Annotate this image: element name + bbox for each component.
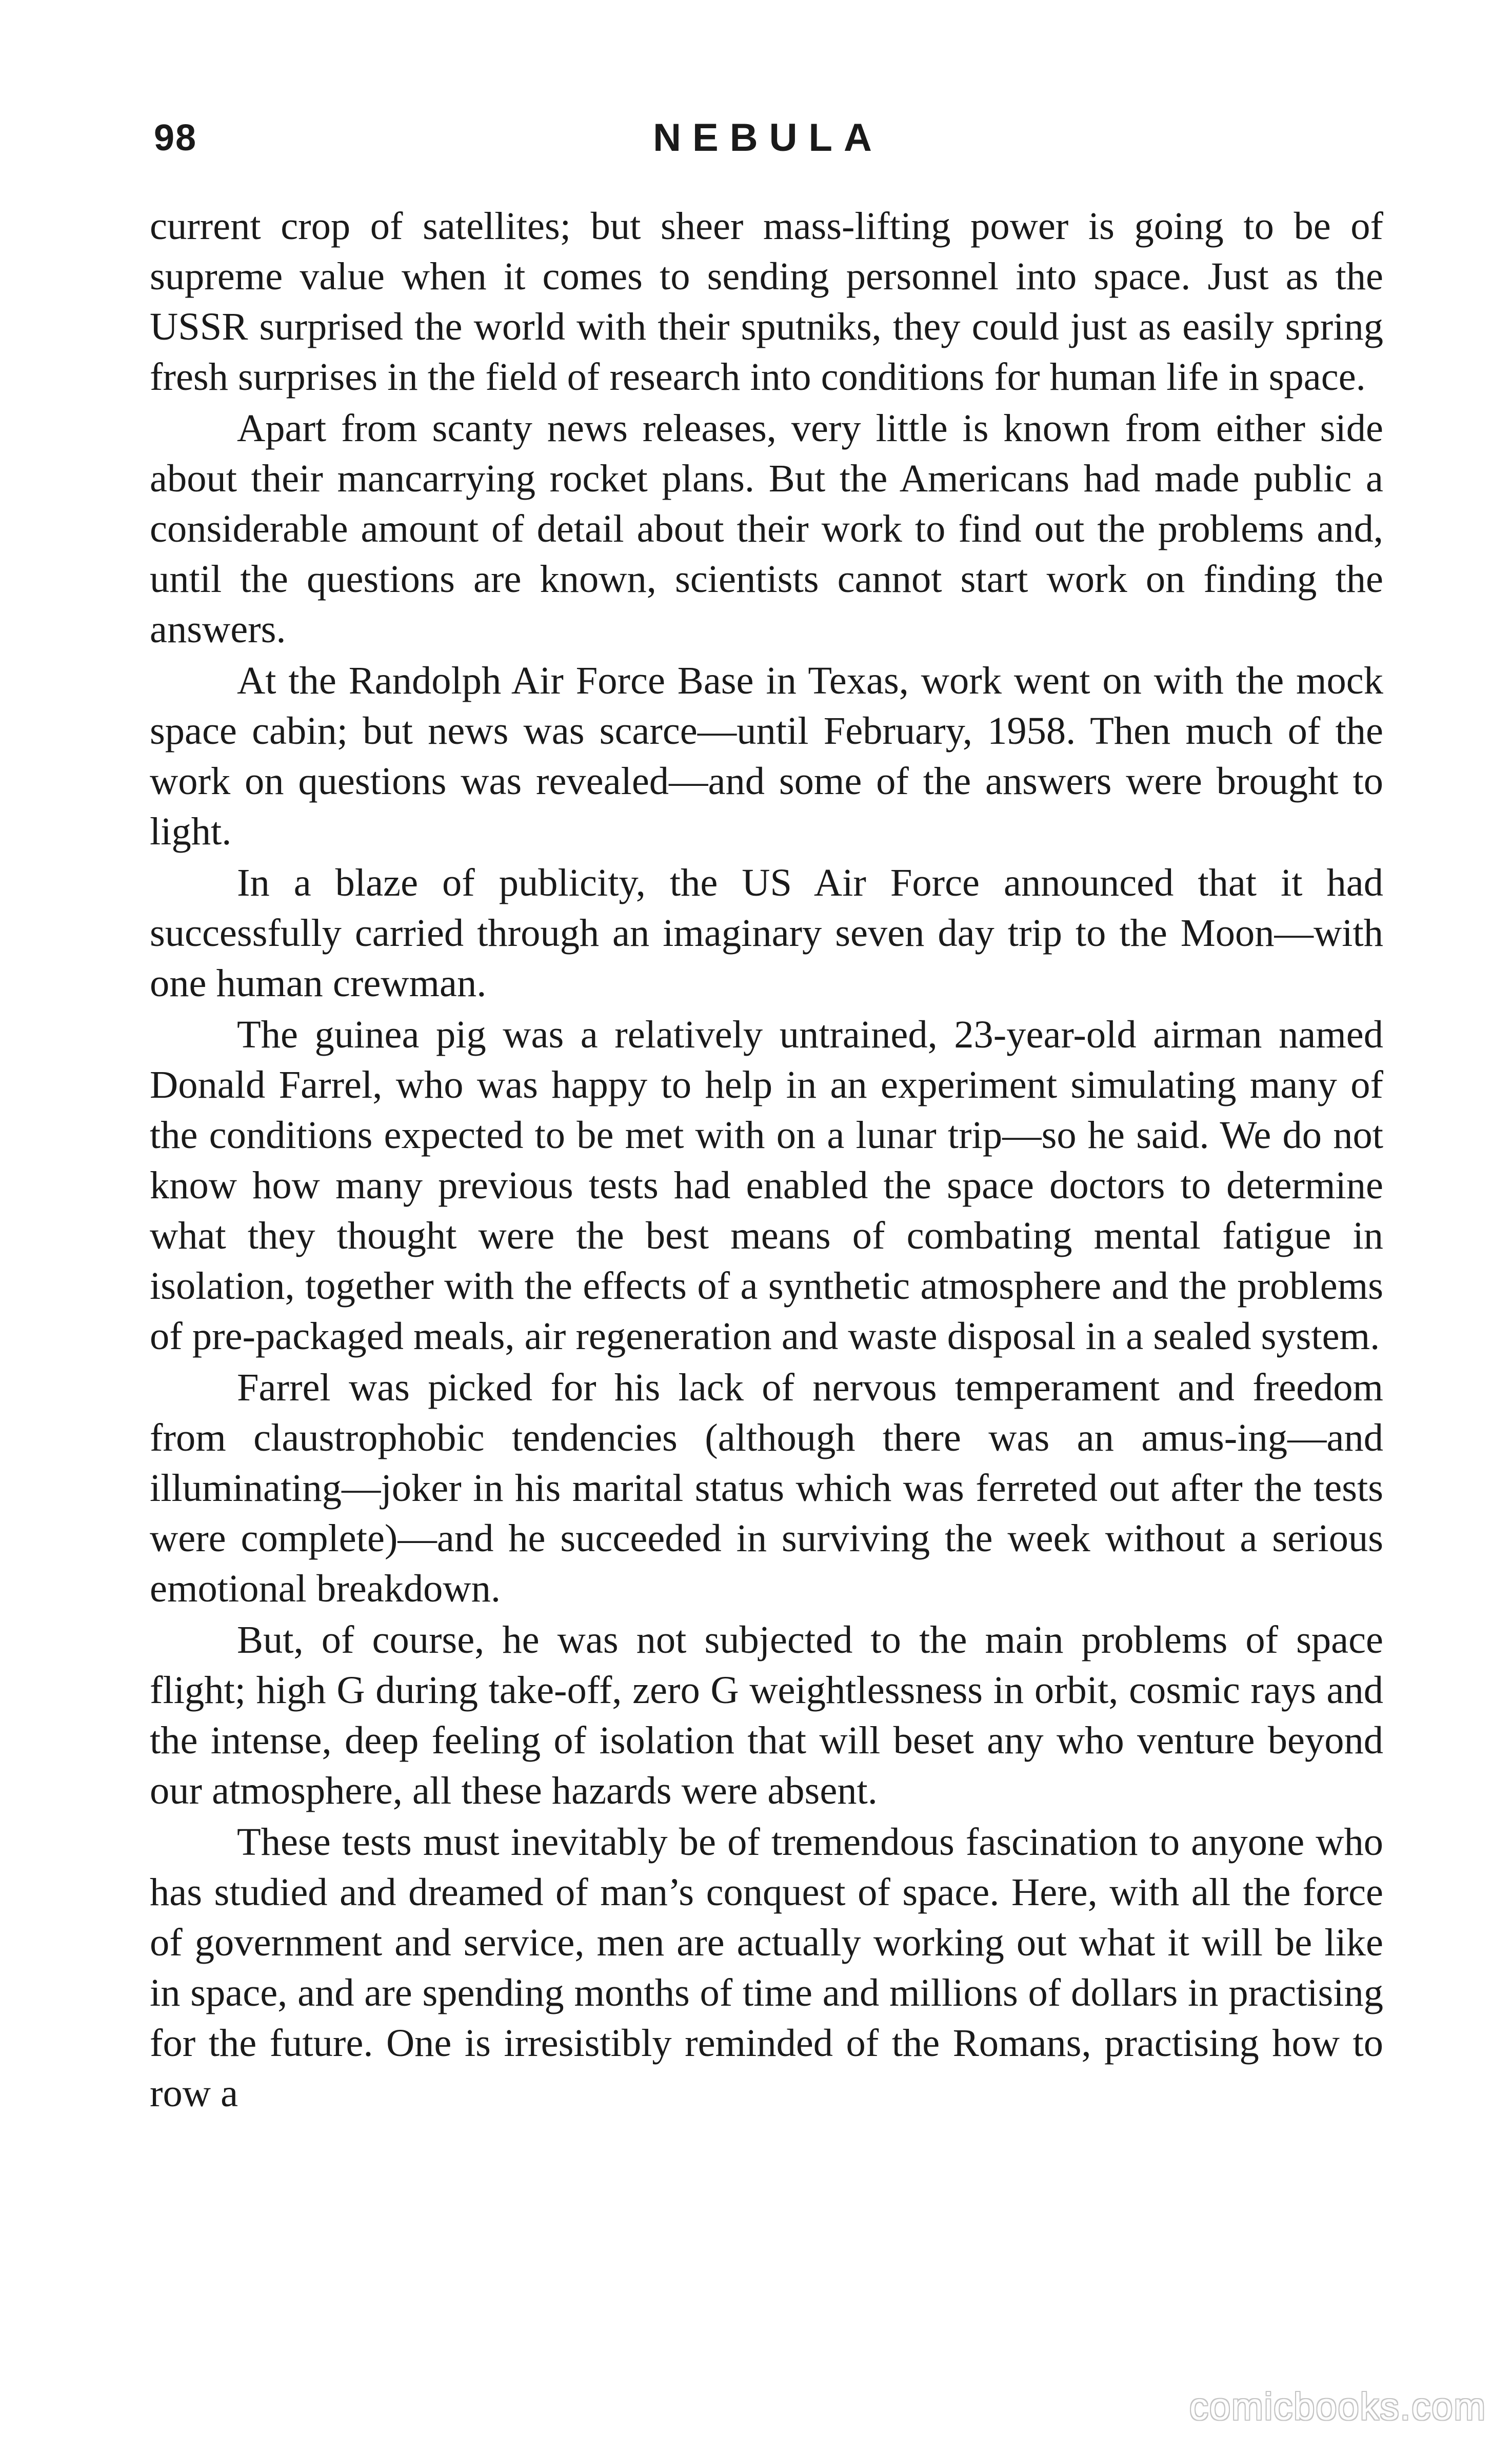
paragraph-moon-trip: In a blaze of publicity, the US Air Force announced that it had successfully carried through an imaginary seven day trip to the Moon—with one human crewman. [150, 861, 1383, 1005]
paragraph-farrel: Farrel was picked for his lack of nervous temperament and freedom from claustrophobic tendencies (although there was an amus-ing—and illuminating—joker in his marital status which was ferreted out after the tests were complete)—and he succeeded in surviving the week without a serious emotional breakdown. [150, 1366, 1383, 1610]
paragraph-fascination: These tests must inevitably be of tremendous fascination to anyone who has studied and dreamed of man’s conquest of space. Here, with all the force of government and service, men are actually working out what it will be like in space, and are spending months of time and millions of dollars in practising for the future. One is irresistibly reminded of the Romans, practising how to row a [150, 1820, 1383, 2115]
paragraph-satellites: current crop of satellites; but sheer mass-lifting power is going to be of supreme value when it comes to sending personnel into space. Just as the USSR surprised the world with their sputniks, they could just as easily spring fresh surprises in the field of research into conditions for human life in space. [150, 204, 1383, 399]
site-watermark: comicbooks.com [1189, 2385, 1486, 2428]
paragraph-news-releases: Apart from scanty news releases, very little is known from either side about their mancarrying rocket plans. But the Americans had made public a considerable amount of detail about their work to find out the problems and, until the questions are known, scientists cannot start work on finding the answers. [150, 406, 1383, 651]
paragraph-guinea-pig: The guinea pig was a relatively untrained, 23-year-old airman named Donald Farrel, who was happy to help in an experiment simulating many of the conditions expected to be met with on a lunar trip—so he said. We do not know how many previous tests had enabled the space doctors to determine what they thought were the best means of combating mental fatigue in isolation, together with the effects of a synthetic atmosphere and the problems of pre-packaged meals, air regeneration and waste disposal in a sealed system. [150, 1013, 1383, 1358]
page-number: 98 [154, 117, 197, 159]
paragraph-randolph-base: At the Randolph Air Force Base in Texas, work went on with the mock space cabin; but news was scarce—until February, 1958. Then much of the work on questions was revealed—and some of the answers were brought to light. [150, 659, 1383, 853]
paragraph-space-flight-problems: But, of course, he was not subjected to the main problems of space flight; high G during take-off, zero G weightlessness in orbit, cosmic rays and the intense, deep feeling of isolation that will beset any who venture beyond our atmosphere, all these hazards were absent. [150, 1618, 1383, 1812]
journal-title: NEBULA [653, 116, 883, 160]
running-head [154, 110, 1382, 166]
body-text [150, 201, 1383, 2119]
